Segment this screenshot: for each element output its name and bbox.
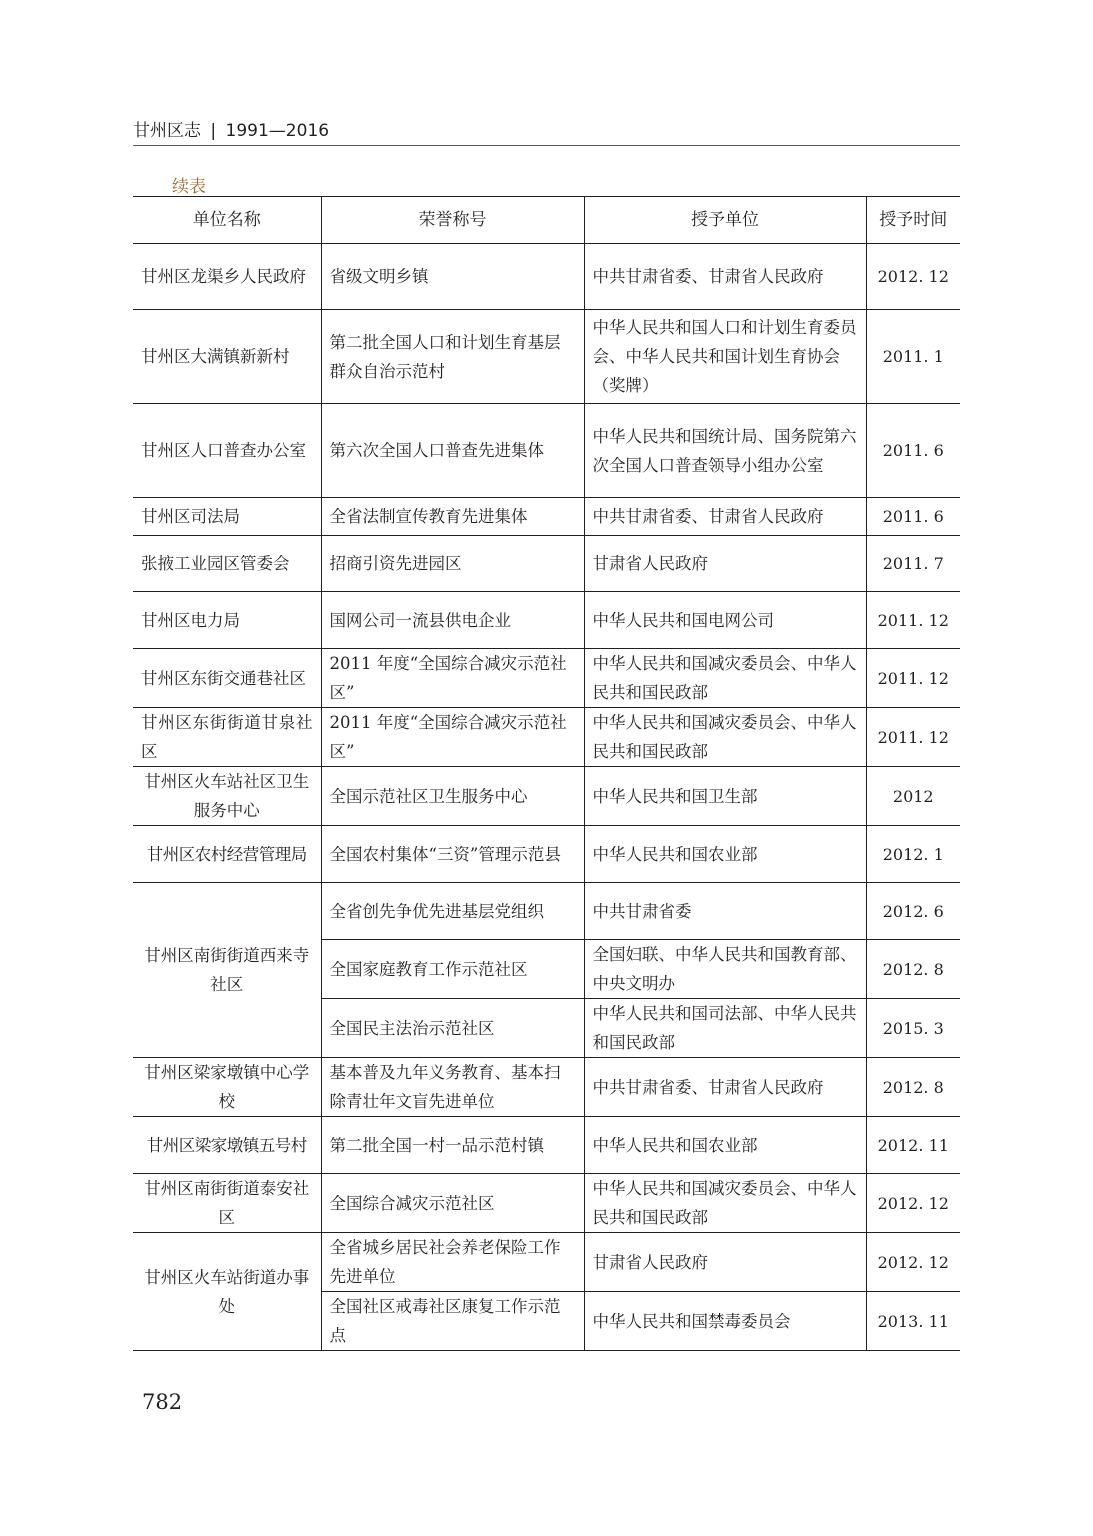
table-row <box>133 826 960 883</box>
book-title: 甘州区志 <box>133 121 201 141</box>
date-cell: 2012. 6 <box>866 883 960 940</box>
table-row <box>133 536 960 592</box>
honor-cell: 全省城乡居民社会养老保险工作先进单位 <box>321 1233 584 1292</box>
date-cell: 2012. 1 <box>866 826 960 883</box>
table-row <box>133 592 960 649</box>
unit-cell: 甘州区司法局 <box>133 498 321 536</box>
unit-cell: 甘州区农村经营管理局 <box>133 826 321 883</box>
unit-cell: 甘州区梁家墩镇中心学校 <box>133 1058 321 1117</box>
date-cell: 2012. 12 <box>866 244 960 310</box>
continued-table-label: 续表 <box>172 177 206 197</box>
date-cell: 2011. 6 <box>866 498 960 536</box>
date-cell: 2013. 11 <box>866 1292 960 1351</box>
table-row <box>133 883 960 940</box>
date-cell: 2011. 1 <box>866 310 960 404</box>
unit-cell: 甘州区龙渠乡人民政府 <box>133 244 321 310</box>
page-number: 782 <box>142 1390 183 1414</box>
honor-cell: 全国民主法治示范社区 <box>321 999 584 1058</box>
grantor-cell: 甘肃省人民政府 <box>584 536 866 592</box>
column-header-date: 授予时间 <box>866 197 960 244</box>
date-cell: 2011. 12 <box>866 592 960 649</box>
table-row <box>133 244 960 310</box>
table-row <box>133 1233 960 1292</box>
table-row <box>133 708 960 767</box>
book-years: 1991—2016 <box>225 121 330 141</box>
date-cell: 2011. 6 <box>866 404 960 498</box>
column-header-grantor: 授予单位 <box>584 197 866 244</box>
table-row <box>133 649 960 708</box>
table-row <box>133 1117 960 1174</box>
honor-cell: 全国家庭教育工作示范社区 <box>321 940 584 999</box>
grantor-cell: 中华人民共和国农业部 <box>584 826 866 883</box>
unit-cell: 甘州区南街街道西来寺社区 <box>133 883 321 1058</box>
table-row <box>133 498 960 536</box>
honor-cell: 招商引资先进园区 <box>321 536 584 592</box>
honor-cell: 省级文明乡镇 <box>321 244 584 310</box>
grantor-cell: 甘肃省人民政府 <box>584 1233 866 1292</box>
date-cell: 2012. 12 <box>866 1174 960 1233</box>
grantor-cell: 中华人民共和国减灾委员会、中华人民共和国民政部 <box>584 1174 866 1233</box>
grantor-cell: 中华人民共和国农业部 <box>584 1117 866 1174</box>
honor-cell: 2011 年度“全国综合减灾示范社区” <box>321 649 584 708</box>
grantor-cell: 中华人民共和国统计局、国务院第六次全国人口普查领导小组办公室 <box>584 404 866 498</box>
date-cell: 2011. 12 <box>866 649 960 708</box>
grantor-cell: 全国妇联、中华人民共和国教育部、中央文明办 <box>584 940 866 999</box>
grantor-cell: 中共甘肃省委 <box>584 883 866 940</box>
honor-cell: 全国示范社区卫生服务中心 <box>321 767 584 826</box>
date-cell: 2015. 3 <box>866 999 960 1058</box>
honor-cell: 全省创先争优先进基层党组织 <box>321 883 584 940</box>
honor-cell: 全省法制宣传教育先进集体 <box>321 498 584 536</box>
date-cell: 2011. 12 <box>866 708 960 767</box>
table-header-row <box>133 197 960 244</box>
grantor-cell: 中华人民共和国卫生部 <box>584 767 866 826</box>
table-row <box>133 1058 960 1117</box>
honor-cell: 第六次全国人口普查先进集体 <box>321 404 584 498</box>
table-row <box>133 767 960 826</box>
honor-cell: 基本普及九年义务教育、基本扫除青壮年文盲先进单位 <box>321 1058 584 1117</box>
unit-cell: 甘州区东街交通巷社区 <box>133 649 321 708</box>
date-cell: 2012. 8 <box>866 940 960 999</box>
honor-cell: 全国综合减灾示范社区 <box>321 1174 584 1233</box>
unit-cell: 张掖工业园区管委会 <box>133 536 321 592</box>
column-header-unit: 单位名称 <box>133 197 321 244</box>
date-cell: 2012. 8 <box>866 1058 960 1117</box>
unit-cell: 甘州区南街街道泰安社区 <box>133 1174 321 1233</box>
grantor-cell: 中共甘肃省委、甘肃省人民政府 <box>584 498 866 536</box>
grantor-cell: 中华人民共和国司法部、中华人民共和国民政部 <box>584 999 866 1058</box>
unit-cell: 甘州区电力局 <box>133 592 321 649</box>
grantor-cell: 中华人民共和国减灾委员会、中华人民共和国民政部 <box>584 649 866 708</box>
header-separator: | <box>210 121 217 141</box>
honor-cell: 第二批全国一村一品示范村镇 <box>321 1117 584 1174</box>
grantor-cell: 中华人民共和国减灾委员会、中华人民共和国民政部 <box>584 708 866 767</box>
table-row <box>133 404 960 498</box>
date-cell: 2011. 7 <box>866 536 960 592</box>
honor-cell: 全国社区戒毒社区康复工作示范点 <box>321 1292 584 1351</box>
grantor-cell: 中华人民共和国电网公司 <box>584 592 866 649</box>
table-row <box>133 310 960 404</box>
honor-cell: 2011 年度“全国综合减灾示范社区” <box>321 708 584 767</box>
unit-cell: 甘州区东街街道甘泉社区 <box>133 708 321 767</box>
honor-cell: 全国农村集体“三资”管理示范县 <box>321 826 584 883</box>
unit-cell: 甘州区大满镇新新村 <box>133 310 321 404</box>
grantor-cell: 中华人民共和国禁毒委员会 <box>584 1292 866 1351</box>
table-row <box>133 1174 960 1233</box>
unit-cell: 甘州区人口普查办公室 <box>133 404 321 498</box>
date-cell: 2012 <box>866 767 960 826</box>
unit-cell: 甘州区梁家墩镇五号村 <box>133 1117 321 1174</box>
running-header <box>133 121 960 146</box>
honor-cell: 第二批全国人口和计划生育基层群众自治示范村 <box>321 310 584 404</box>
date-cell: 2012. 12 <box>866 1233 960 1292</box>
honor-cell: 国网公司一流县供电企业 <box>321 592 584 649</box>
grantor-cell: 中共甘肃省委、甘肃省人民政府 <box>584 244 866 310</box>
unit-cell: 甘州区火车站街道办事处 <box>133 1233 321 1351</box>
grantor-cell: 中华人民共和国人口和计划生育委员会、中华人民共和国计划生育协会（奖牌） <box>584 310 866 404</box>
date-cell: 2012. 11 <box>866 1117 960 1174</box>
column-header-honor: 荣誉称号 <box>321 197 584 244</box>
unit-cell: 甘州区火车站社区卫生服务中心 <box>133 767 321 826</box>
grantor-cell: 中共甘肃省委、甘肃省人民政府 <box>584 1058 866 1117</box>
honors-table <box>133 196 960 1351</box>
